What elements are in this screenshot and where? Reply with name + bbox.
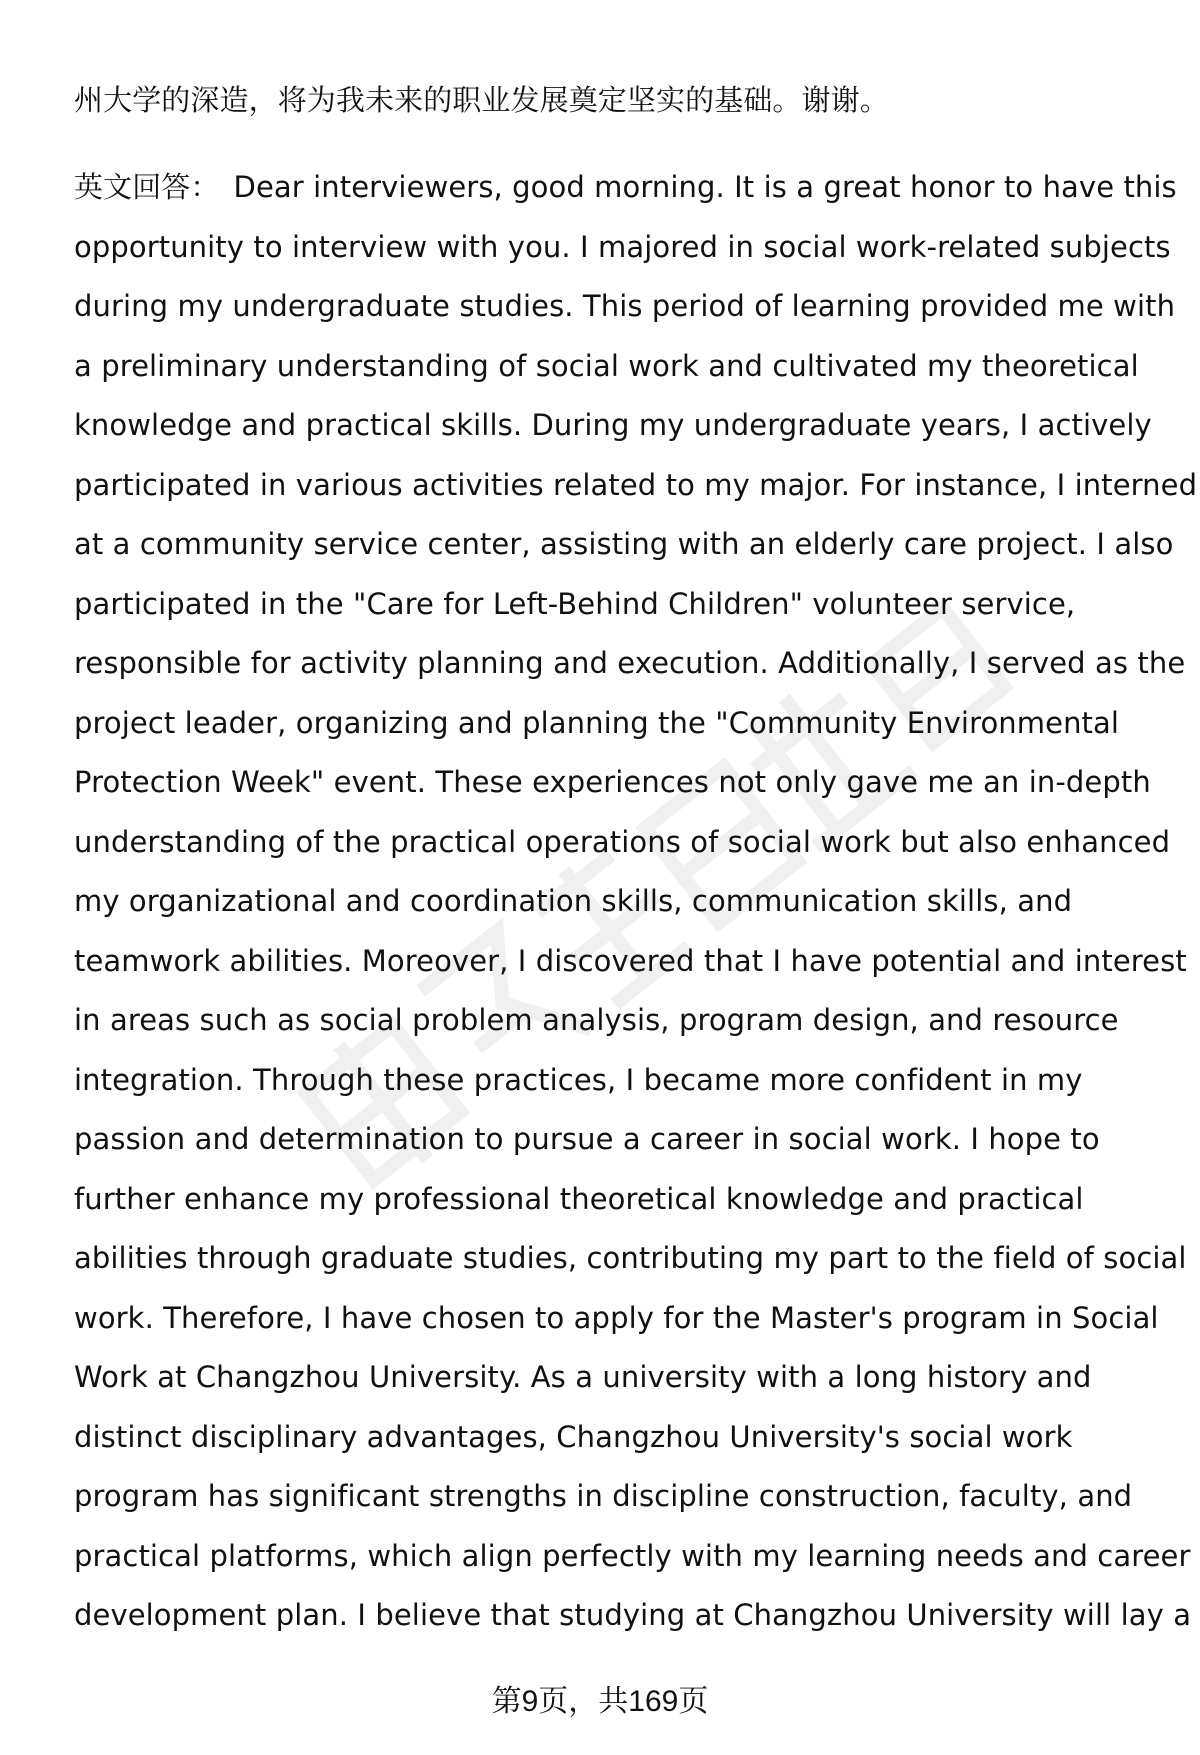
english-answer-line: at a community service center, assisting with an elderly care project. I also [74,527,1174,561]
english-answer-line: Dear interviewers, good morning. It is a great honor to have this [233,170,1177,204]
english-answer-line: my organizational and coordination skills, communication skills, and [74,884,1073,918]
english-answer-line: responsible for activity planning and execution. Additionally, I served as the [74,646,1186,680]
english-answer-line: passion and determination to pursue a career in social work. I hope to [74,1122,1100,1156]
english-answer-line: work. Therefore, I have chosen to apply for the Master's program in Social [74,1301,1159,1335]
english-answer-line: Work at Changzhou University. As a university with a long history and [74,1360,1092,1394]
english-answer-label: 英文回答： [74,170,220,204]
english-answer-line: program has significant strengths in discipline construction, faculty, and [74,1479,1133,1513]
english-answer-line: abilities through graduate studies, contributing my part to the field of social [74,1241,1187,1275]
english-answer-line: integration. Through these practices, I became more confident in my [74,1063,1083,1097]
english-answer-line: understanding of the practical operations of social work but also enhanced [74,825,1171,859]
english-answer-line: participated in the "Care for Left-Behind Children" volunteer service, [74,587,1076,621]
english-answer-line: opportunity to interview with you. I majored in social work-related subjects [74,230,1171,264]
english-answer-first-line [74,167,1177,207]
english-answer-line: project leader, organizing and planning the "Community Environmental [74,706,1120,740]
english-answer-line: further enhance my professional theoretical knowledge and practical [74,1182,1084,1216]
english-answer-line: a preliminary understanding of social work and cultivated my theoretical [74,349,1139,383]
english-answer-line: participated in various activities related to my major. For instance, I interned [74,468,1198,502]
page-indicator: 第9页，共169页 [491,1685,709,1718]
english-answer-line: knowledge and practical skills. During my undergraduate years, I actively [74,408,1152,442]
chinese-answer-ending: 州大学的深造，将为我未来的职业发展奠定坚实的基础。谢谢。 [74,83,889,117]
english-answer-line: teamwork abilities. Moreover, I discovered that I have potential and interest [74,944,1187,978]
english-answer-line: in areas such as social problem analysis, program design, and resource [74,1003,1119,1037]
english-answer-line: Protection Week" event. These experiences not only gave me an in-depth [74,765,1151,799]
english-answer-line: during my undergraduate studies. This period of learning provided me with [74,289,1176,323]
english-answer-line: distinct disciplinary advantages, Changzhou University's social work [74,1420,1073,1454]
english-answer-line: practical platforms, which align perfectly with my learning needs and career [74,1539,1191,1573]
english-answer-line: development plan. I believe that studying at Changzhou University will lay a [74,1598,1192,1632]
